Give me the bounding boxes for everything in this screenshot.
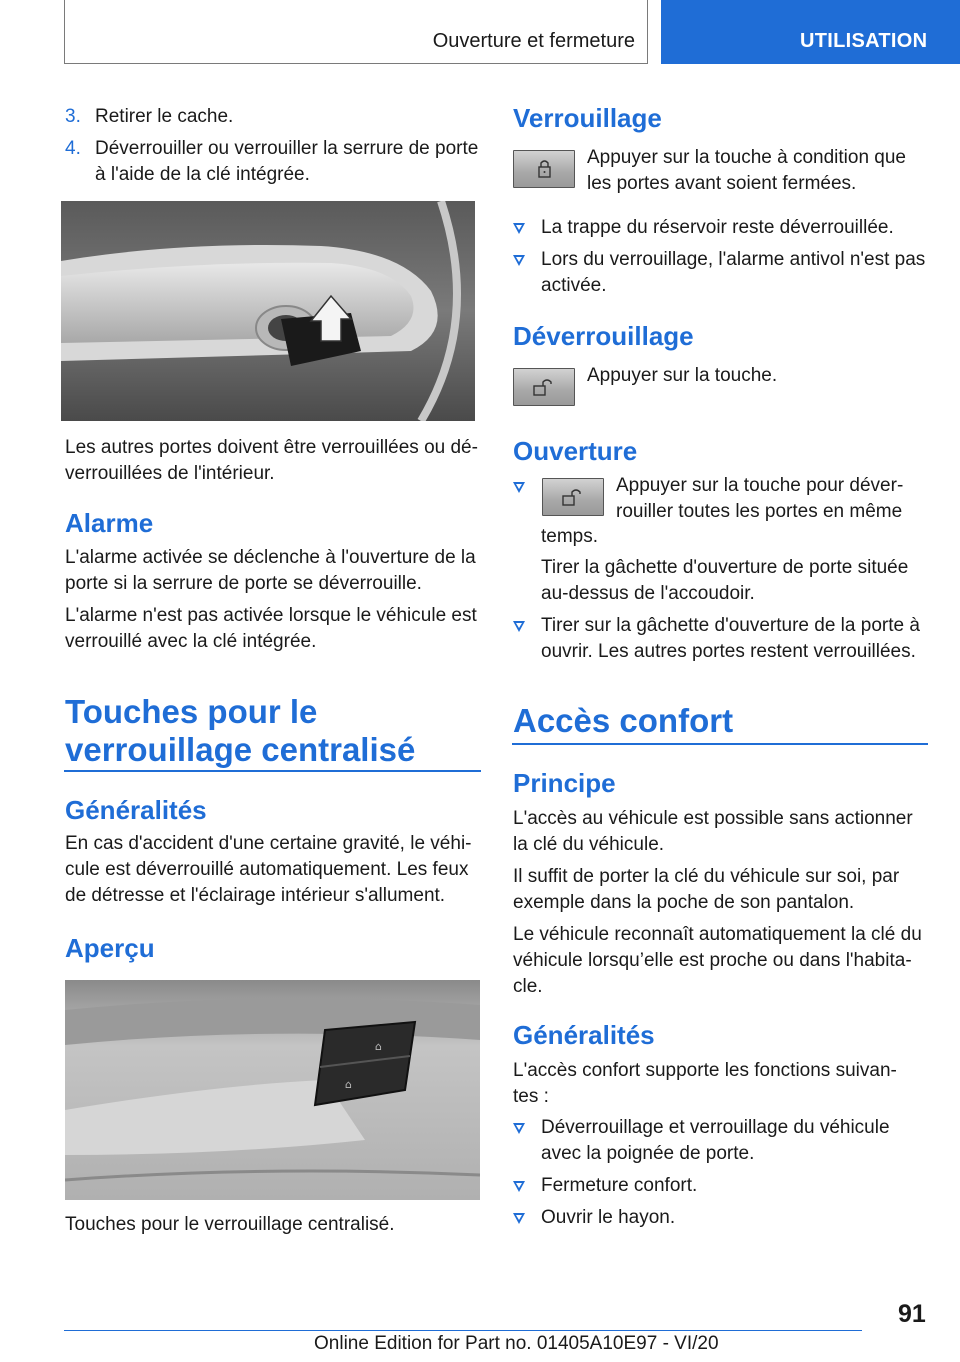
bullet-text: avec la poignée de porte. — [541, 1143, 755, 1164]
bullet-text: La trappe du réservoir reste déverrouillée. — [541, 217, 894, 238]
text-line: porte si la serrure de porte se déverrouille. — [65, 573, 422, 594]
bullet-text: activée. — [541, 275, 607, 296]
text-line: véhicule lorsqu’elle est proche ou dans l'habita- — [513, 950, 912, 971]
bullet-item — [513, 1173, 933, 1199]
principe-para-2 — [513, 864, 899, 916]
step-number: 3. — [65, 106, 81, 127]
text-line: les portes avant soient fermées. — [587, 173, 857, 194]
bullet-item — [513, 247, 933, 299]
heading-alarme: Alarme — [65, 508, 154, 538]
bullet-text: Lors du verrouillage, l'alarme antivol n'est pas — [541, 249, 926, 270]
text-line: Appuyer sur la touche pour déver- — [616, 475, 904, 496]
heading-verrouillage: Verrouillage — [513, 103, 662, 133]
central-locking-buttons-image — [65, 980, 480, 1200]
footer-edition: Online Edition for Part no. 01405A10E97 - VI/20 — [314, 1333, 719, 1354]
text-line: Le véhicule reconnaît automatiquement la clé du — [513, 924, 922, 945]
text-line: la clé du véhicule. — [513, 834, 665, 855]
text-line: verrouillé avec la clé intégrée. — [65, 631, 317, 652]
ouverture-b1-text — [616, 473, 903, 525]
heading-deverrouillage: Déverrouillage — [513, 321, 694, 351]
step-text: Retirer le cache. — [95, 106, 234, 127]
text-line: cle. — [513, 976, 543, 997]
text-line: exemple dans la poche de son pantalon. — [513, 892, 855, 913]
unlock-button-icon — [542, 478, 604, 516]
bullet-text: Tirer sur la gâchette d'ouverture de la porte à — [541, 615, 920, 636]
bullet-triangle-icon — [513, 255, 525, 266]
lock-icon — [514, 151, 574, 187]
deverrouillage-text: Appuyer sur la touche. — [587, 365, 778, 386]
heading-apercu: Aperçu — [65, 933, 155, 963]
svg-text:⌂: ⌂ — [345, 1078, 352, 1091]
text-line: tes : — [513, 1086, 549, 1107]
section-rule — [512, 743, 928, 745]
principe-para-1 — [513, 806, 913, 858]
text-line: cule est déverrouillé automatiquement. Les feux — [65, 859, 469, 880]
heading-line: verrouillage centralisé — [65, 731, 416, 768]
text-line: L'alarme activée se déclenche à l'ouverture de la — [65, 547, 476, 568]
para-other-doors — [65, 435, 478, 487]
door-handle-key-image — [61, 201, 475, 421]
ouverture-b1-extra — [541, 555, 908, 607]
text-line: au-dessus de l'accoudoir. — [541, 583, 755, 604]
text-line: de détresse et l'éclairage intérieur s'allument. — [65, 885, 446, 906]
page-number: 91 — [898, 1300, 926, 1328]
alarme-para-1 — [65, 545, 476, 597]
generalites-right-para — [513, 1058, 897, 1110]
bullet-triangle-icon — [513, 1213, 525, 1224]
bullet-item — [513, 613, 933, 665]
svg-text:⌂: ⌂ — [375, 1040, 382, 1053]
text-line: En cas d'accident d'une certaine gravité, le véhi- — [65, 833, 472, 854]
footer-rule — [64, 1330, 862, 1331]
bullet-item — [513, 1115, 933, 1167]
apercu-caption: Touches pour le verrouillage centralisé. — [65, 1214, 395, 1235]
alarme-para-2 — [65, 603, 477, 655]
bullet-triangle-icon — [513, 621, 525, 632]
text-line: L'alarme n'est pas activée lorsque le véhicule est — [65, 605, 477, 626]
bullet-item — [513, 1205, 933, 1231]
text-line: Tirer la gâchette d'ouverture de porte située — [541, 557, 909, 578]
text-line: Les autres portes doivent être verrouillées ou dé- — [65, 437, 478, 458]
text-line: rouiller toutes les portes en même — [616, 501, 903, 522]
heading-principe: Principe — [513, 768, 616, 798]
text-line: Appuyer sur la touche à condition que — [587, 147, 906, 168]
bullet-text: Déverrouillage et verrouillage du véhicule — [541, 1117, 890, 1138]
section-title: UTILISATION — [800, 30, 928, 52]
bullet-triangle-icon — [513, 1123, 525, 1134]
heading-touches — [65, 693, 415, 769]
step-text-line2: à l'aide de la clé intégrée. — [95, 164, 310, 185]
heading-generalites-right: Généralités — [513, 1020, 655, 1050]
step-text-line1: Déverrouiller ou verrouiller la serrure de porte — [95, 138, 479, 159]
bullet-triangle-icon — [513, 1181, 525, 1192]
header-section-tab — [661, 0, 960, 64]
step-4 — [65, 136, 485, 192]
ouverture-b1-cont: temps. — [541, 526, 599, 547]
unlock-icon — [543, 479, 603, 515]
heading-generalites-left: Généralités — [65, 795, 207, 825]
step-number: 4. — [65, 138, 81, 159]
lock-button-icon — [513, 150, 575, 188]
bullet-triangle-icon — [513, 223, 525, 234]
heading-ouverture: Ouverture — [513, 436, 638, 466]
bullet-item — [513, 215, 933, 241]
heading-line: Touches pour le — [65, 693, 318, 730]
text-line: L'accès confort supporte les fonctions suivan- — [513, 1060, 897, 1081]
unlock-icon — [514, 369, 574, 405]
header-chapter-box — [64, 0, 648, 64]
chapter-title: Ouverture et fermeture — [432, 30, 635, 52]
section-rule — [64, 770, 481, 772]
bullet-text: Ouvrir le hayon. — [541, 1207, 676, 1228]
principe-para-3 — [513, 922, 922, 1000]
unlock-button-icon — [513, 368, 575, 406]
text-line: L'accès au véhicule est possible sans actionner — [513, 808, 913, 829]
generalites-para — [65, 831, 472, 909]
verrouillage-text — [587, 145, 906, 197]
heading-acces-confort: Accès confort — [513, 702, 734, 739]
bullet-text: ouvrir. Les autres portes restent verrouillées. — [541, 641, 916, 662]
text-line: verrouillées de l'intérieur. — [65, 463, 275, 484]
text-line: Il suffit de porter la clé du véhicule sur soi, par — [513, 866, 900, 887]
bullet-text: Fermeture confort. — [541, 1175, 698, 1196]
bullet-triangle-icon — [513, 482, 525, 493]
